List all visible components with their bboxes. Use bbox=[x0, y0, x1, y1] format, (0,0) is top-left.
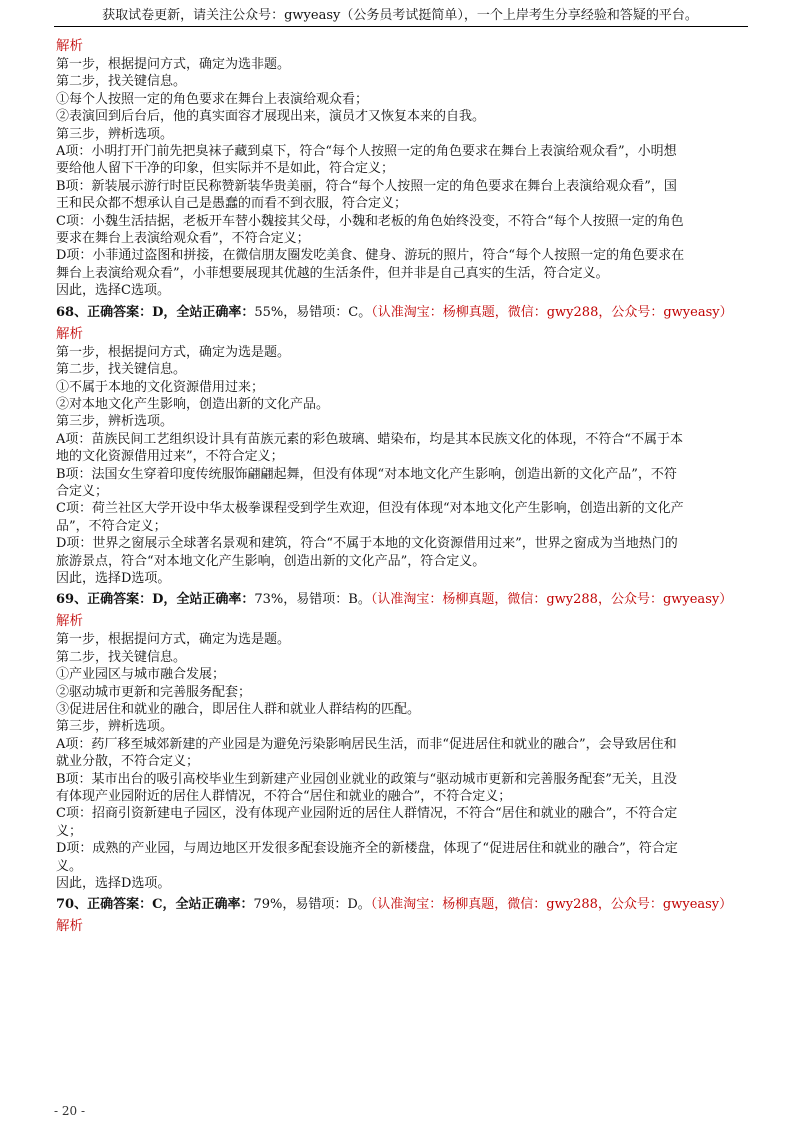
text-line: ③促进居住和就业的融合，即居住人群和就业人群结构的匹配。 bbox=[56, 702, 421, 717]
analysis-heading: 解析 bbox=[56, 38, 83, 54]
text-line: 第一步，根据提问方式，确定为选是题。 bbox=[56, 344, 291, 360]
accuracy-label: 全站正确率： bbox=[176, 304, 255, 320]
text-line: ②对本地文化产生影响，创造出新的文化产品。 bbox=[56, 396, 330, 412]
text-line: 第二步，找关键信息。 bbox=[56, 649, 187, 665]
text-line: 第一步，根据提问方式，确定为选是题。 bbox=[56, 632, 291, 648]
text-line: B项：某市出台的吸引高校毕业生到新建产业园创业就业的政策与“驱动城市更新和完善服务配套”无关，且没 bbox=[56, 771, 677, 787]
text-line: A项：药厂移至城郊新建的产业园是为避免污染影响居民生活，而非“促进居住和就业的融合”，会导致居住和 bbox=[56, 736, 677, 752]
accuracy-label: 全站正确率： bbox=[176, 592, 255, 608]
text-line: 因此，选择C选项。 bbox=[56, 283, 170, 299]
analysis-heading: 解析 bbox=[56, 613, 83, 630]
header-text: 获取试卷更新，请关注公众号：gwyeasy（公务员考试挺简单），一个上岸考生分享经验和答疑的平台。 bbox=[102, 8, 698, 23]
page-number: - 20 - bbox=[54, 1104, 86, 1118]
text-line: 第三步，辨析选项。 bbox=[56, 719, 174, 735]
header-divider bbox=[54, 26, 748, 27]
analysis-heading: 解析 bbox=[56, 325, 83, 342]
text-line: 第三步，辨析选项。 bbox=[56, 126, 174, 142]
text-line: D项：成熟的产业园，与周边地区开发很多配套设施齐全的新楼盘，体现了“促进居住和就业的融合”，符合定 bbox=[56, 841, 678, 857]
text-line: C项：小魏生活拮据，老板开车替小魏接其父母，小魏和老板的角色始终没变，不符合“每个人按照一定的角色 bbox=[56, 213, 684, 229]
answer-number: 69、正确答案： bbox=[56, 592, 153, 608]
text-line: 第三步，辨析选项。 bbox=[56, 414, 174, 430]
answer-choice: D， bbox=[152, 592, 177, 608]
text-line: C项：荷兰社区大学开设中华太极拳课程受到学生欢迎，但没有体现“对本地文化产生影响，创造出新的文化产 bbox=[56, 501, 684, 517]
answer-line bbox=[56, 894, 748, 916]
text-line: 就业分散，不符合定义； bbox=[56, 754, 200, 770]
text-line: ②表演回到后台后，他的真实面容才展现出来，演员才又恢复本来的自我。 bbox=[56, 109, 486, 125]
text-line: D项：小菲通过盗图和拼接，在微信朋友圈发吃美食、健身、游玩的照片，符合“每个人按照一定的角色要求在 bbox=[56, 248, 685, 264]
text-line: 地的文化资源借用过来”，不符合定义； bbox=[56, 449, 284, 465]
text-line: 义； bbox=[56, 823, 83, 839]
answer-line bbox=[56, 589, 748, 611]
text-line: ②驱动城市更新和完善服务配套； bbox=[56, 684, 252, 700]
accuracy-and-error-item: 73%，易错项：B。 bbox=[254, 592, 371, 608]
text-line: 第二步，找关键信息。 bbox=[56, 362, 187, 378]
answer-choice: D， bbox=[152, 304, 177, 320]
text-line: 第一步，根据提问方式，确定为选非题。 bbox=[56, 57, 291, 72]
answer-choice: C， bbox=[152, 897, 176, 913]
text-line: 因此，选择D选项。 bbox=[56, 570, 171, 586]
text-line: ①不属于本地的文化资源借用过来； bbox=[56, 379, 265, 395]
accuracy-and-error-item: 55%，易错项：C。 bbox=[254, 304, 372, 320]
analysis-heading: 解析 bbox=[56, 918, 83, 935]
text-line: 有体现产业园附近的居住人群情况，不符合“居住和就业的融合”，不符合定义； bbox=[56, 789, 512, 805]
answer-number: 70、正确答案： bbox=[56, 897, 153, 913]
accuracy-and-error-item: 79%，易错项：D。 bbox=[253, 897, 371, 913]
text-line: D项：世界之窗展示全球著名景观和建筑，符合“不属于本地的文化资源借用过来”，世界之窗成为当地热门的 bbox=[56, 536, 678, 552]
text-line: 要求在舞台上表演给观众看”，不符合定义； bbox=[56, 231, 310, 247]
promo-note: （认准淘宝：杨柳真题，微信：gwy288，公众号：gwyeasy） bbox=[371, 304, 733, 320]
text-line: 要给他人留下干净的印象，但实际并不是如此，符合定义； bbox=[56, 161, 395, 177]
page-header bbox=[0, 8, 800, 24]
accuracy-label: 全站正确率： bbox=[175, 897, 254, 913]
text-line: 王和民众都不想承认自己是愚蠢的而看不到衣服，符合定义； bbox=[56, 196, 408, 212]
answer-number: 68、正确答案： bbox=[56, 304, 153, 320]
text-line: 旅游景点，符合“对本地文化产生影响，创造出新的文化产品”，符合定义。 bbox=[56, 553, 486, 569]
text-line: C项：招商引资新建电子园区，没有体现产业园附近的居住人群情况，不符合“居住和就业的融合”，不符合定 bbox=[56, 806, 678, 822]
answer-line bbox=[56, 302, 748, 324]
text-line: A项：苗族民间工艺组织设计具有苗族元素的彩色玻璃、蜡染布，均是其本民族文化的体现，不符合“不属于本 bbox=[56, 431, 684, 447]
promo-note: （认准淘宝：杨柳真题，微信：gwy288，公众号：gwyeasy） bbox=[370, 592, 733, 608]
text-line: 义。 bbox=[56, 858, 83, 874]
text-line: B项：法国女生穿着印度传统服饰翩翩起舞，但没有体现“对本地文化产生影响，创造出新的文化产品”，不符 bbox=[56, 466, 677, 482]
text-line: 舞台上表演给观众看”，小菲想要展现其优越的生活条件，但并非是自己真实的生活，符合定义。 bbox=[56, 265, 609, 281]
text-line: 因此，选择D选项。 bbox=[56, 876, 171, 892]
text-line: B项：新装展示游行时臣民称赞新装华贵美丽，符合“每个人按照一定的角色要求在舞台上表演给观众看”，国 bbox=[56, 178, 677, 194]
text-line: ①每个人按照一定的角色要求在舞台上表演给观众看； bbox=[56, 91, 369, 107]
text-line: A项：小明打开门前先把臭袜子藏到桌下，符合“每个人按照一定的角色要求在舞台上表演给观众看”，小明想 bbox=[56, 144, 677, 160]
text-line: 合定义； bbox=[56, 483, 109, 499]
document-body bbox=[56, 36, 748, 936]
text-line: 品”，不符合定义； bbox=[56, 518, 167, 534]
text-line: ①产业园区与城市融合发展； bbox=[56, 667, 226, 683]
text-line: 第二步，找关键信息。 bbox=[56, 74, 187, 90]
promo-note: （认准淘宝：杨柳真题，微信：gwy288，公众号：gwyeasy） bbox=[370, 897, 733, 913]
